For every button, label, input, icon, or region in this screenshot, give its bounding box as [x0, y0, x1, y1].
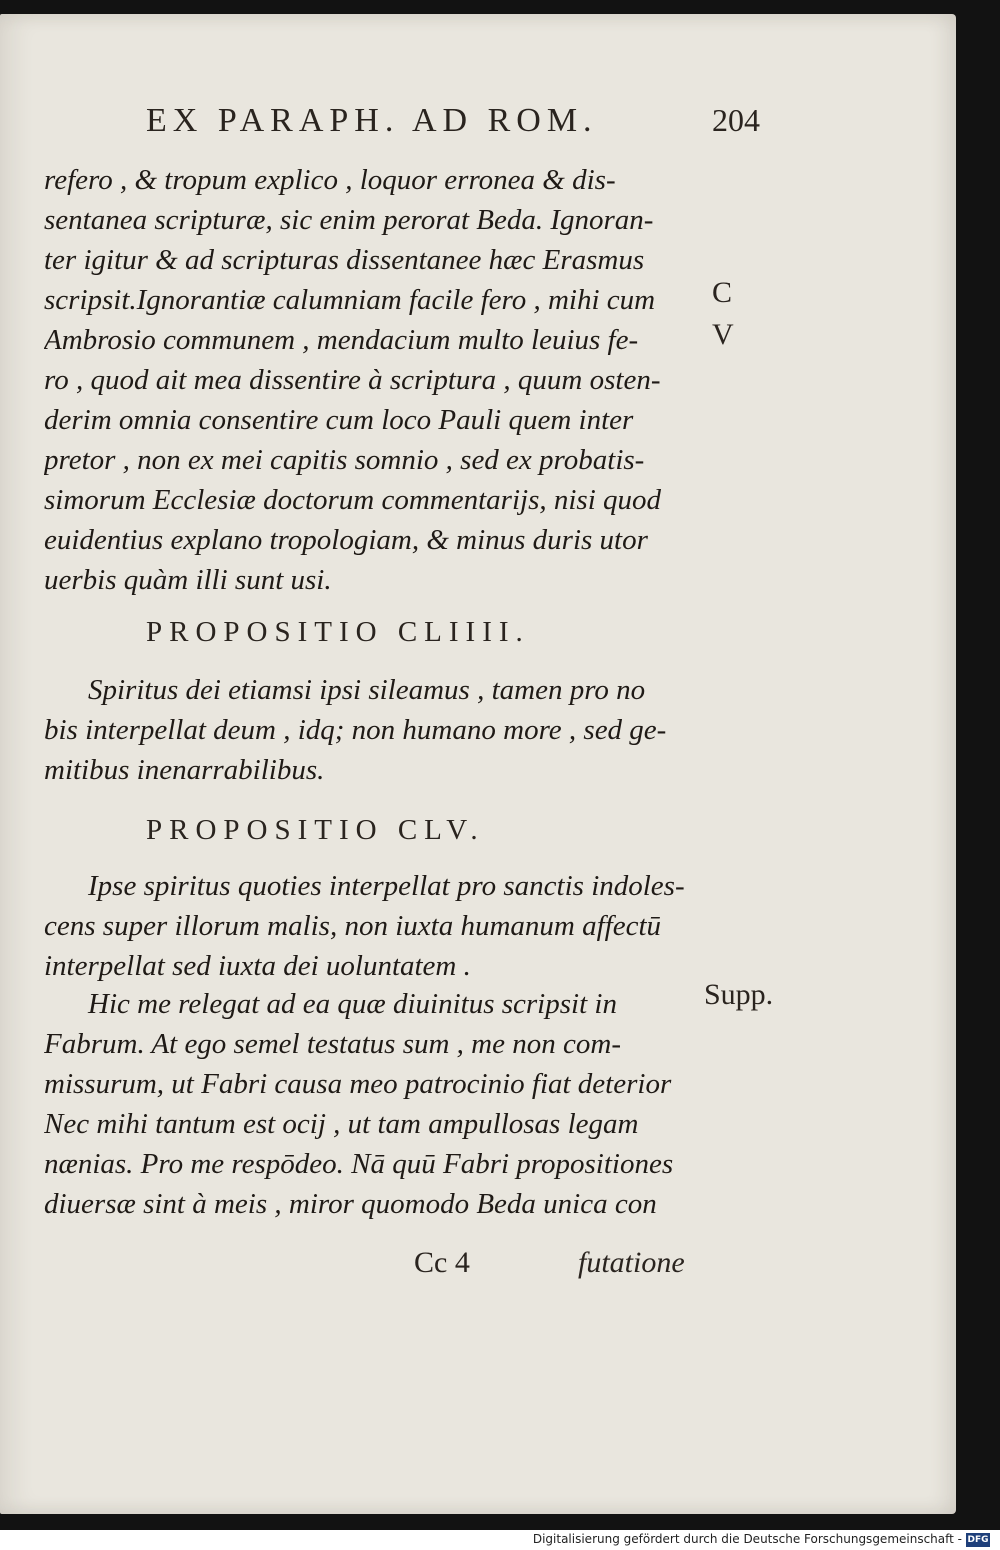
section-2-text: [44, 866, 700, 986]
paragraph-1: [44, 160, 700, 600]
catchword: futatione: [578, 1246, 685, 1279]
text-line: scripsit.Ignorantiæ calumniam facile fero , mihi cum: [44, 284, 656, 316]
text-line: refero , & tropum explico , loquor erronea & dis-: [44, 164, 616, 196]
text-line: uerbis quàm illi sunt usi.: [44, 564, 332, 596]
dfg-logo: DFG: [967, 1535, 989, 1545]
text-line: Ambrosio communem , mendacium multo leuius fe-: [44, 324, 639, 356]
text-line: interpellat sed iuxta dei uoluntatem .: [44, 950, 471, 982]
funding-credit: Digitalisierung gefördert durch die Deutsche Forschungsgemeinschaft -: [532, 1532, 962, 1546]
text-line: mitibus inenarrabilibus.: [44, 754, 325, 786]
text-line: Hic me relegat ad ea quæ diuinitus scripsit in: [88, 988, 617, 1020]
text-line: nænias. Pro me respōdeo. Nā quū Fabri propositiones: [44, 1148, 674, 1180]
text-line: bis interpellat deum , idq; non humano more , sed ge-: [44, 714, 667, 746]
text-line: euidentius explano tropologiam, & minus duris utor: [44, 524, 648, 556]
section-1-text: [44, 670, 700, 790]
page-number: 204: [712, 102, 760, 138]
signature-mark: Cc 4: [414, 1246, 470, 1279]
book-page: [0, 14, 956, 1514]
text-line: cens super illorum malis, non iuxta humanum affectū: [44, 910, 662, 942]
text-line: sentanea scripturæ, sic enim perorat Beda. Ignoran-: [44, 204, 654, 236]
text-line: ter igitur & ad scripturas dissentanee hæc Erasmus: [44, 244, 645, 276]
text-line: pretor , non ex mei capitis somnio , sed ex probatis-: [44, 444, 645, 476]
running-header: EX PARAPH. AD ROM.: [146, 102, 598, 139]
text-line: missurum, ut Fabri causa meo patrocinio fiat deterior: [44, 1068, 672, 1100]
section-title-2: PROPOSITIO CLV.: [146, 814, 485, 846]
text-line: diuersæ sint à meis , miror quomodo Beda unica con: [44, 1188, 657, 1220]
text-line: ro , quod ait mea dissentire à scriptura , quum osten-: [44, 364, 661, 396]
margin-note-c: C: [712, 276, 733, 309]
text-line: Ipse spiritus quoties interpellat pro sanctis indoles-: [88, 870, 685, 902]
text-line: simorum Ecclesiæ doctorum commentarijs, nisi quod: [44, 484, 662, 516]
section-title-1: PROPOSITIO CLIIII.: [146, 616, 530, 648]
margin-note-v: V: [712, 318, 734, 351]
paragraph-2: [44, 984, 700, 1224]
text-line: Spiritus dei etiamsi ipsi sileamus , tamen pro no: [88, 674, 646, 706]
margin-note-supp: Supp.: [704, 978, 774, 1011]
text-line: derim omnia consentire cum loco Pauli quem inter: [44, 404, 634, 436]
text-line: Nec mihi tantum est ocij , ut tam ampullosas legam: [44, 1108, 639, 1140]
text-line: Fabrum. At ego semel testatus sum , me non com-: [44, 1028, 621, 1060]
